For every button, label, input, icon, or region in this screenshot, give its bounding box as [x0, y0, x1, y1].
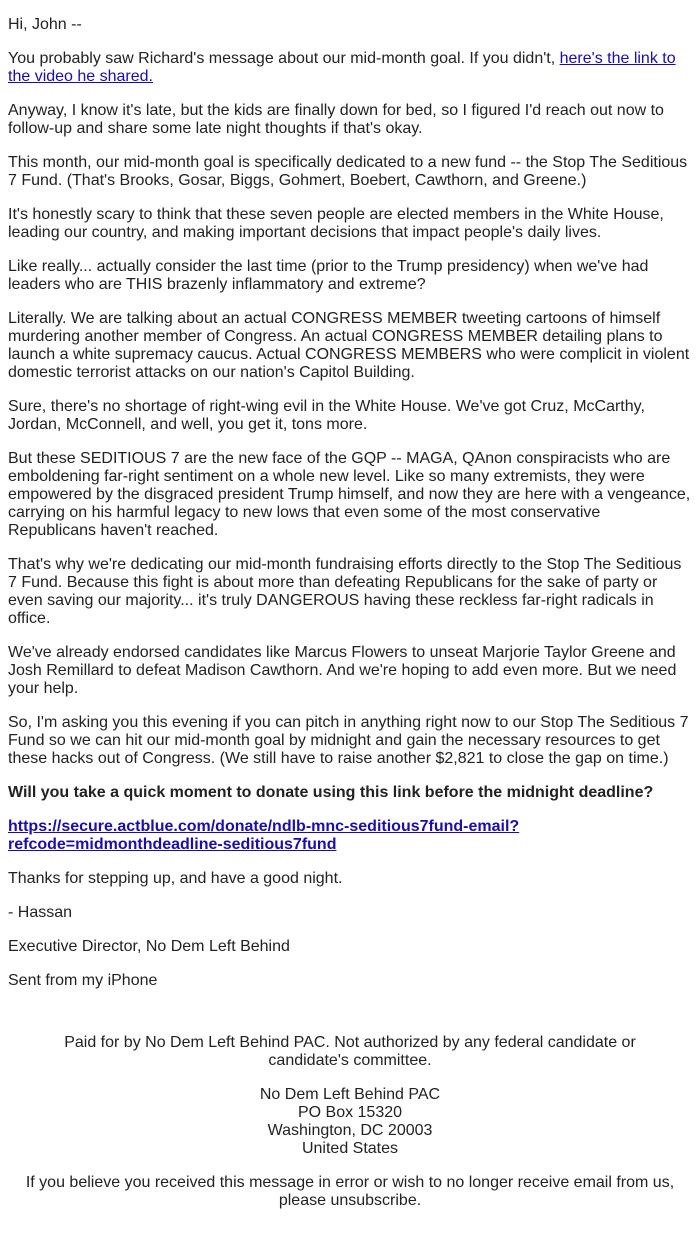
paragraph: We've already endorsed candidates like Marcus Flowers to unseat Marjorie Taylor Greene and Josh Remillard to defeat Madison Cawthorn. And we're hoping to add even more. But we need your help. — [8, 644, 677, 697]
paragraph: Sure, there's no shortage of right-wing evil in the White House. We've got Cruz, McCarthy, Jordan, McConnell, and well, you get it, tons more. — [8, 398, 645, 433]
paragraph: Literally. We are talking about an actual CONGRESS MEMBER tweeting cartoons of himself murdering another member of Congress. An actual CONGRESS MEMBER detailing plans to launch a white supremacy caucus. Actual CONGRESS MEMBERS who were complicit in violent domestic terrorist attacks on our nation's Capitol Building. — [8, 310, 690, 381]
address-line: No Dem Left Behind PAC — [259, 1086, 441, 1103]
unsubscribe-notice[interactable]: If you believe you received this message in error or wish to no longer receive email from us, please unsubscribe. — [25, 1174, 675, 1209]
paragraph-video-link — [8, 50, 692, 86]
thanks-line: Thanks for stepping up, and have a good night. — [8, 870, 343, 887]
greeting: Hi, John -- — [8, 16, 82, 33]
address-line: United States — [301, 1140, 399, 1157]
paragraph-text: You probably saw Richard's message about our mid-month goal. If you didn't, — [8, 50, 560, 67]
paragraph: This month, our mid-month goal is specifically dedicated to a new fund -- the Stop The Seditious 7 Fund. (That's Brooks, Gosar, Biggs, Gohmert, Boebert, Cawthorn, and Greene.) — [8, 154, 688, 189]
footer — [8, 1034, 692, 1210]
address-line: Washington, DC 20003 — [267, 1122, 433, 1139]
paragraph: Anyway, I know it's late, but the kids are finally down for bed, so I figured I'd reach out now to follow-up and share some late night thoughts if that's okay. — [8, 102, 664, 137]
address-line: PO Box 15320 — [297, 1104, 403, 1121]
donation-ask: Will you take a quick moment to donate using this link before the midnight deadline? — [8, 784, 654, 801]
sent-from: Sent from my iPhone — [8, 972, 158, 989]
paid-for-disclaimer: Paid for by No Dem Left Behind PAC. Not authorized by any federal candidate or candidate's committee. — [64, 1034, 636, 1069]
paragraph: Like really... actually consider the last time (prior to the Trump presidency) when we've had leaders who are THIS brazenly inflammatory and extreme? — [8, 258, 649, 293]
paragraph: It's honestly scary to think that these seven people are elected members in the White House, leading our country, and making important decisions that impact people's daily lives. — [8, 206, 664, 241]
paragraph: So, I'm asking you this evening if you can pitch in anything right now to our Stop The Seditious 7 Fund so we can hit our mid-month goal by midnight and gain the necessary resources to get these hacks out of Congress. (We still have to raise another $2,821 to close the gap on time.) — [8, 714, 689, 767]
signoff: - Hassan — [8, 904, 73, 921]
paragraph: But these SEDITIOUS 7 are the new face of the GQP -- MAGA, QAnon conspiracists who are emboldening far-right sentiment on a whole new level. Like so many extremists, they were empowered by the disgraced president Trump himself, and now they are here with a vengeance, carrying on his harmful legacy to new lows that even some of the most conservative Republicans haven't reached. — [8, 450, 691, 539]
video-link[interactable]: here's the link to the video he shared. — [8, 50, 676, 85]
mailing-address — [22, 1086, 678, 1158]
donate-link[interactable]: https://secure.actblue.com/donate/ndlb-mnc-seditious7fund-email?refcode=midmonthdeadline-seditious7fund — [8, 818, 520, 853]
paragraph: That's why we're dedicating our mid-month fundraising efforts directly to the Stop The Seditious 7 Fund. Because this fight is about more than defeating Republicans for the sake of party or even saving our majority... it's truly DANGEROUS having these reckless far-right radicals in office. — [8, 556, 682, 627]
sender-title: Executive Director, No Dem Left Behind — [8, 938, 290, 955]
donate-link-paragraph — [8, 818, 692, 854]
